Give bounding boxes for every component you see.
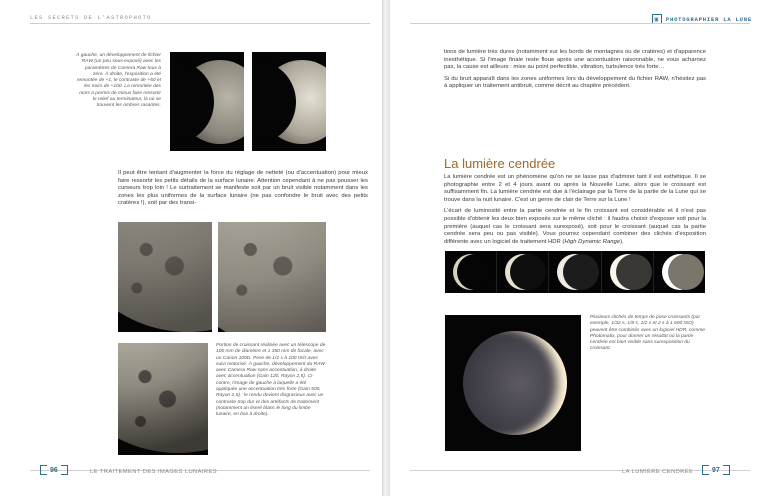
left-head-rule bbox=[30, 23, 370, 24]
right-page-number bbox=[702, 465, 730, 475]
section-title: La lumière cendrée bbox=[444, 156, 556, 171]
right-running-head-text: PHOTOGRAPHIER LA LUNE bbox=[665, 15, 752, 23]
section-p2-before: L'écart de luminosité entre la partie cendrée et le fin croissant est considérable et il n'est pas possible d'obtenir les deux bien exposés sur le même cliché : il faudra choisir d'exposer soit pour la première (auquel cas le croissant sera surexposé), soit pour le croissant (auquel cas la partie cendrée sera peu ou pas visible). Vous pourrez cependant combiner des clichés d'exposition différente avec un logiciel de traitement HDR ( bbox=[444, 208, 706, 245]
moon-photo-adjusted bbox=[252, 52, 326, 151]
caption-bottom: Portion de croissant réalisée avec un télescope de 100 mm de diamètre et 1 350 mm de focale, avec un Canon 100D. Pose de 1/2 s à 100 ISO avec suivi motorisé. À gauche, développement du RAW avec Camera Raw sans accentuation, à droite avec accentuation (Gain 120, Rayon 2,5). Ci-contre, l'image de gauche à laquelle a été appliquée une accentuation très forte (Gain 500, Rayon 2,5) : le rendu devient disgracieux avec un contraste trop dur et des artéfacts de traitement (notamment un liseré blanc le long du limbe lunaire, en bas à droite). bbox=[216, 343, 326, 418]
crater-photo-no-sharpen bbox=[118, 222, 212, 332]
crescent-exposure-strip bbox=[445, 251, 705, 293]
left-body-text: Il peut être tentant d'augmenter la force du réglage de netteté (ou d'accentuation) pour mieux faire ressortir les petits détails de la surface lunaire. Attention cependant à ne pas pousser les curseurs trop loin ! Le surtraitement se manifeste soit par un bruit visible notamment dans les zones les plus uniformes de la surface lunaire (ne pas confondre le bruit avec des petits cratères !), soit par des transi- bbox=[118, 170, 368, 207]
section-p2-italic: High Dynamic Range bbox=[564, 238, 621, 245]
right-footer-rule bbox=[410, 470, 750, 471]
bracket-right-icon-2 bbox=[723, 465, 730, 475]
caption-top: À gauche, un développement de fichier RAW (un peu sous-exposé) avec les paramètres de Camera Raw tous à zéro. À droite, l'exposition a été remontée de +1, le contraste de +50 et les noirs de +100. La remontée des noirs a permis de mieux faire ressortir le relief au terminateur, là où se trouvent les ombres rasantes. bbox=[76, 53, 161, 109]
bracket-left-icon bbox=[40, 465, 47, 475]
left-footer-title: LE TRAITEMENT DES IMAGES LUNAIRES bbox=[90, 469, 218, 475]
right-body-p1: tions de lumière très dures (notamment sur les bords de montagnes ou de cratères) et d'apparence inesthétique. Si l'image finale reste floue après une accentuation raisonnable, ne vous acharnez pas, la cause est ailleurs : mise au point perfectible, vibration, turbulence très forte… bbox=[444, 49, 706, 71]
camera-frame-icon: ▣ bbox=[652, 14, 662, 24]
caption-strip: Plusieurs clichés de temps de pose croissants (par exemple, 1/32 s, 1/8 s, 1/2 s et 2 s à 1 600 ISO) peuvent être combinés avec un logiciel HDR, comme Photomatix, pour donner un résultat où la partie cendrée est bien visible sans surexposition du croissant. bbox=[590, 315, 705, 352]
right-body-p2: Si du bruit apparaît dans les zones uniformes lors du développement du fichier RAW, n'hésitez pas à appliquer un traitement antibruit, comme décrit au chapitre précédent. bbox=[444, 75, 706, 90]
crater-photo-oversharpened bbox=[118, 343, 208, 455]
crescent-exposure-1 bbox=[445, 251, 497, 293]
section-p2 bbox=[444, 208, 706, 246]
book-gutter bbox=[382, 0, 390, 496]
page-number-96: 96 bbox=[50, 466, 58, 474]
right-footer-title: LA LUMIÈRE CENDRÉE bbox=[622, 469, 694, 475]
page-number-97: 97 bbox=[712, 466, 720, 474]
right-head-rule bbox=[410, 23, 750, 24]
crater-photo-sharpened bbox=[218, 222, 326, 332]
crescent-exposure-2 bbox=[497, 251, 549, 293]
crescent-exposure-4 bbox=[602, 251, 654, 293]
left-running-head: LES SECRETS DE L'ASTROPHOTO bbox=[30, 14, 152, 21]
right-body-top bbox=[444, 49, 706, 95]
hdr-earthshine-photo bbox=[445, 315, 581, 451]
crescent-exposure-5 bbox=[654, 251, 705, 293]
section-body bbox=[444, 174, 706, 250]
left-page-number bbox=[40, 465, 68, 475]
crescent-exposure-3 bbox=[549, 251, 601, 293]
bracket-left-icon-2 bbox=[702, 465, 709, 475]
moon-photo-raw bbox=[170, 52, 244, 151]
bracket-right-icon bbox=[61, 465, 68, 475]
left-page bbox=[0, 0, 382, 496]
section-p1: La lumière cendrée est un phénomène qu'on ne se lasse pas d'admirer tant il est esthétique. Il se photographie entre 2 et 4 jours avant ou après la Nouvelle Lune, alors que le croissant est suffisamment fin. La lumière cendrée est due à l'éclairage par la Terre de la partie de la Lune qui se trouve dans la nuit lunaire. C'est un genre de clair de Terre sur la Lune ! bbox=[444, 174, 706, 203]
section-p2-after: ). bbox=[620, 238, 624, 245]
